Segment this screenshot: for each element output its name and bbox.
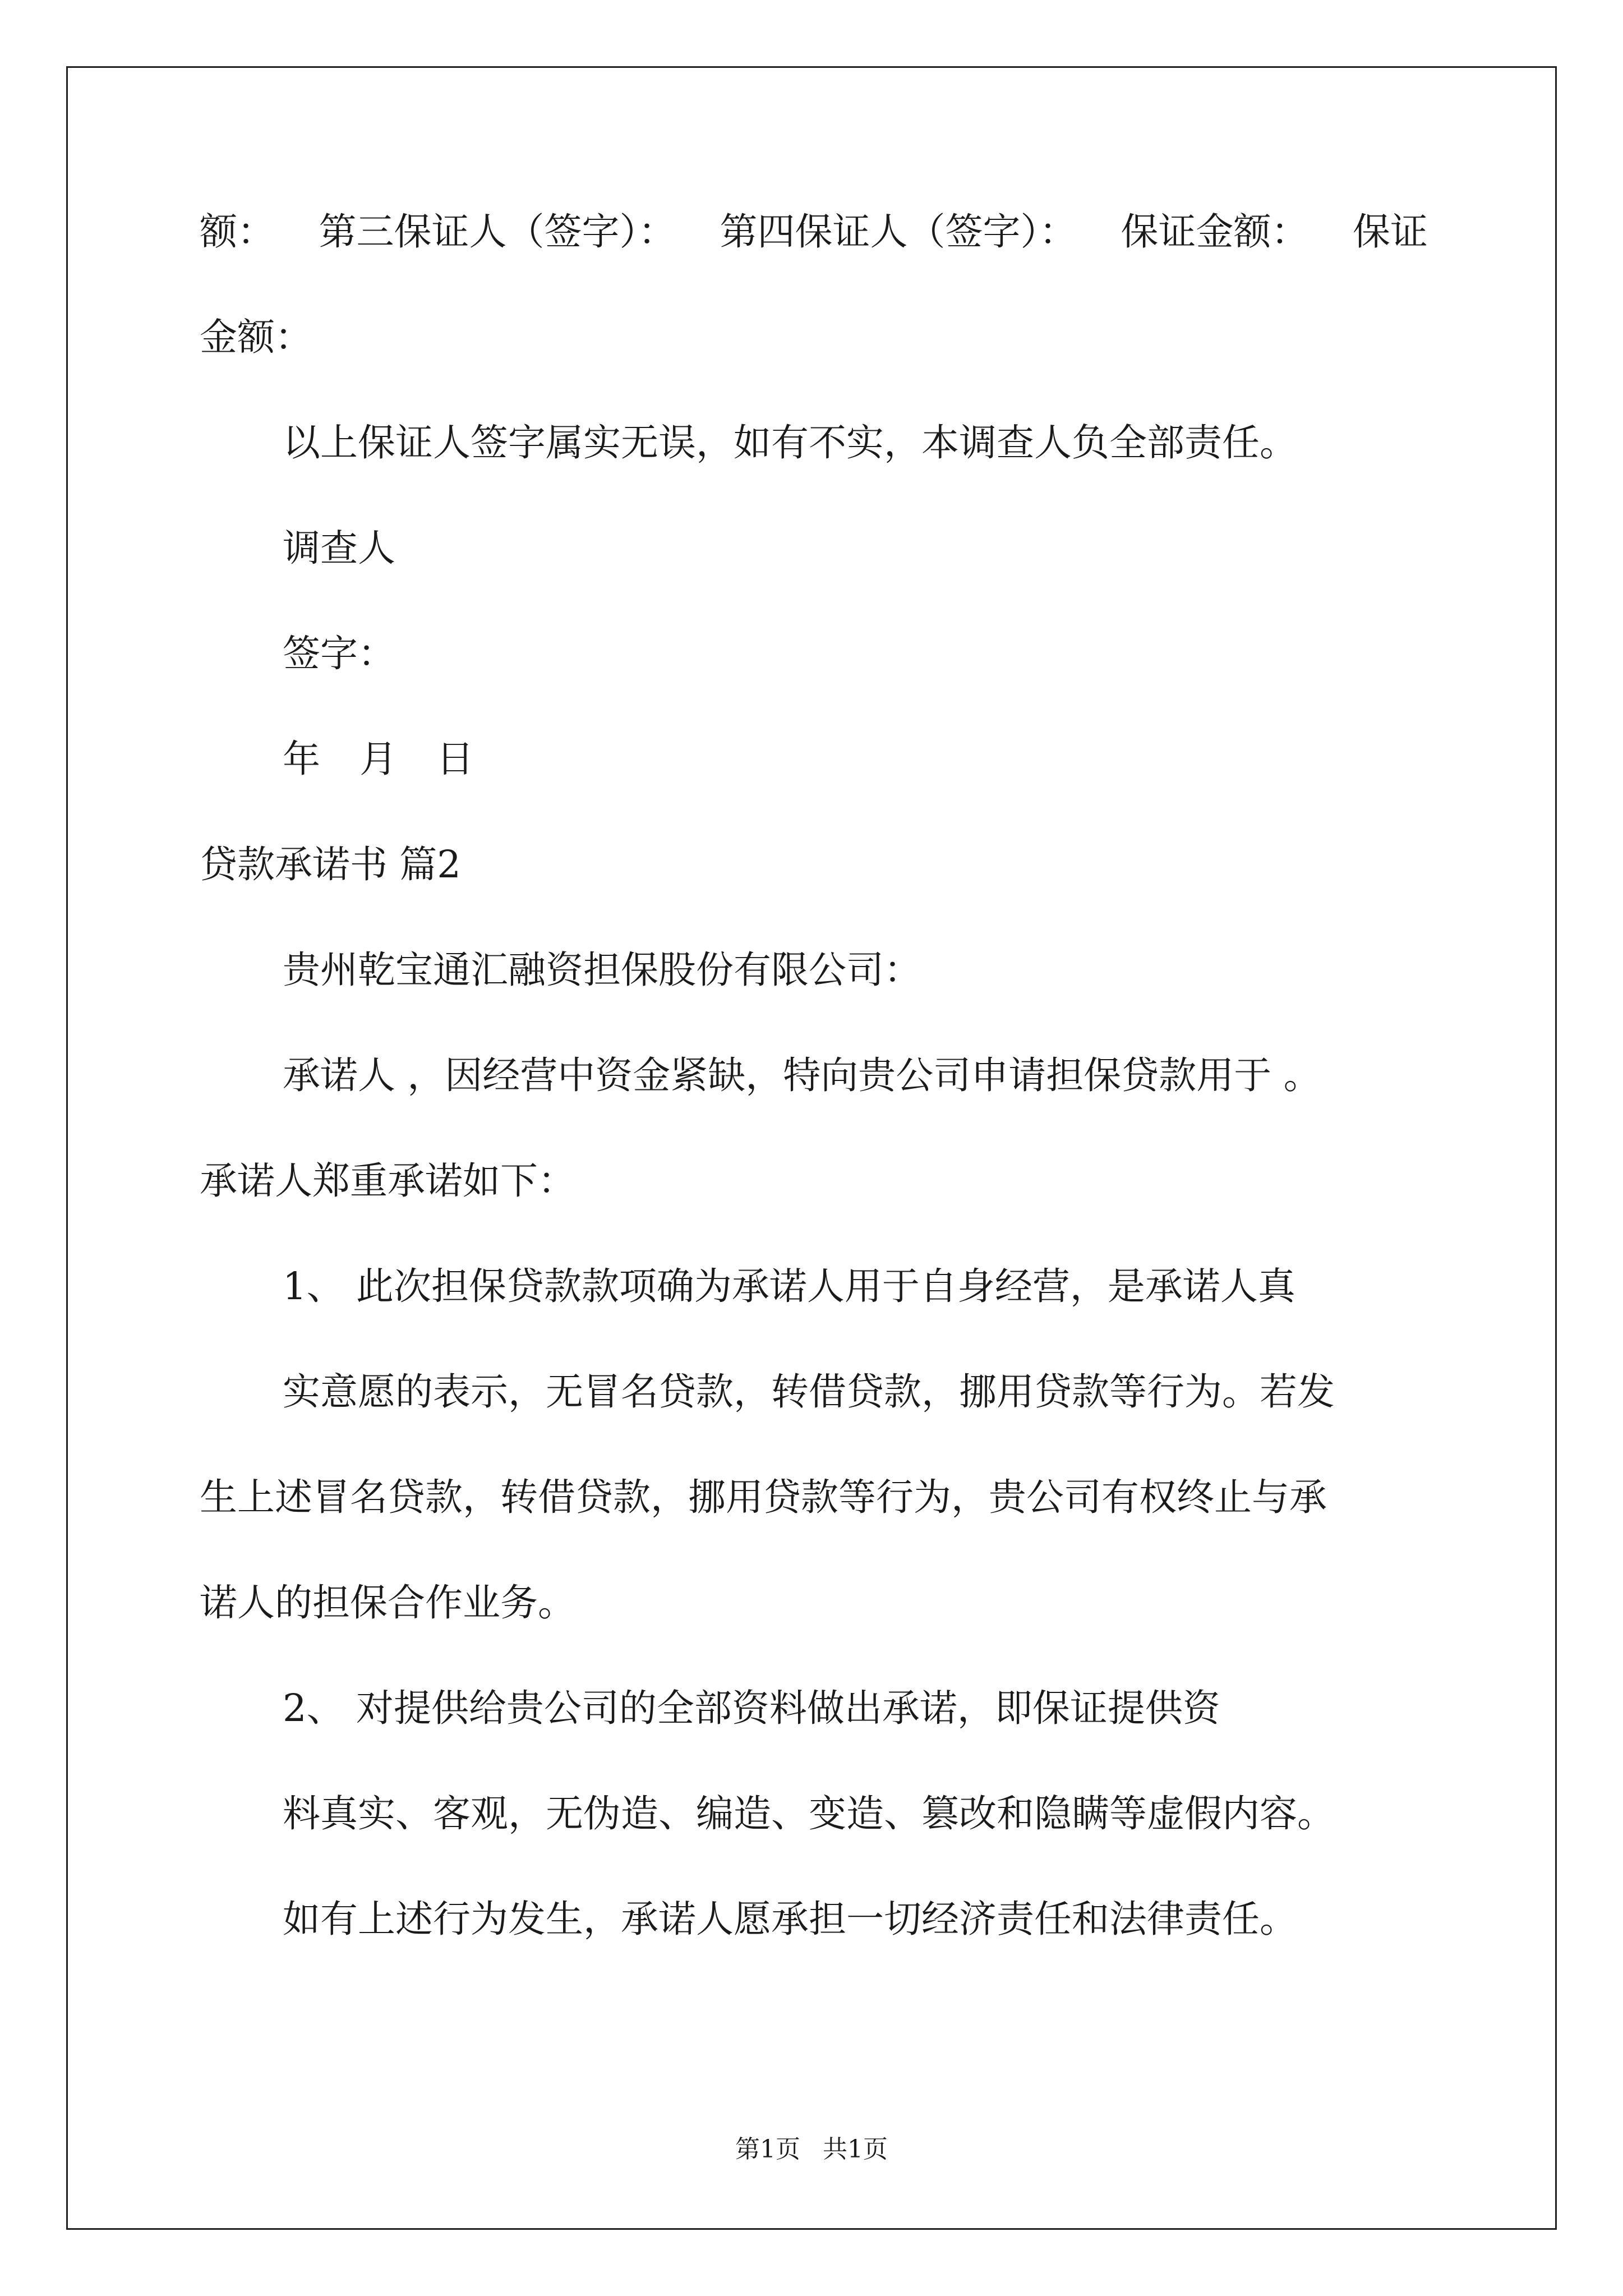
paragraph-line: 调查人 — [283, 526, 395, 570]
date-year: 年 — [283, 737, 320, 781]
text-fragment: 第三保证人（签字）： — [319, 210, 676, 254]
text-fragment: 第四保证人（签字）： — [720, 210, 1077, 254]
paragraph-line: 金额： — [200, 315, 312, 359]
page-number: 第1页 — [735, 2135, 800, 2164]
paragraph-line: 实意愿的表示，无冒名贷款，转借贷款，挪用贷款等行为。若发 — [283, 1370, 1335, 1414]
paragraph-line: 诺人的担保合作业务。 — [200, 1581, 575, 1625]
date-month: 月 — [359, 737, 397, 781]
paragraph-line: 承诺人郑重承诺如下： — [200, 1159, 575, 1203]
paragraph-line: 料真实、客观，无伪造、编造、变造、篡改和隐瞒等虚假内容。 — [283, 1792, 1335, 1835]
text-fragment: 保证金额： — [1121, 210, 1309, 254]
paragraph-line: 1、 此次担保贷款款项确为承诺人用于自身经营，是承诺人真 — [283, 1264, 1295, 1308]
text-fragment: 保证 — [1353, 210, 1428, 254]
paragraph-line: 如有上述行为发生，承诺人愿承担一切经济责任和法律责任。 — [283, 1897, 1297, 1941]
guarantor-line — [200, 210, 1428, 254]
page-footer — [0, 2129, 1623, 2165]
text-fragment: 额： — [200, 210, 275, 254]
section-heading: 贷款承诺书 篇2 — [200, 843, 461, 886]
date-line — [283, 737, 474, 781]
page-total: 共1页 — [823, 2135, 888, 2164]
paragraph-line: 承诺人 ，因经营中资金紧缺，特向贵公司申请担保贷款用于 。 — [283, 1053, 1321, 1097]
date-day: 日 — [436, 737, 474, 781]
paragraph-line: 以上保证人签字属实无误，如有不实，本调查人负全部责任。 — [283, 421, 1297, 464]
paragraph-line: 签字： — [283, 632, 395, 675]
paragraph-line: 2、 对提供给贵公司的全部资料做出承诺，即保证提供资 — [283, 1686, 1220, 1730]
paragraph-line: 生上述冒名贷款，转借贷款，挪用贷款等行为，贵公司有权终止与承 — [200, 1475, 1327, 1519]
paragraph-line: 贵州乾宝通汇融资担保股份有限公司： — [283, 948, 921, 992]
